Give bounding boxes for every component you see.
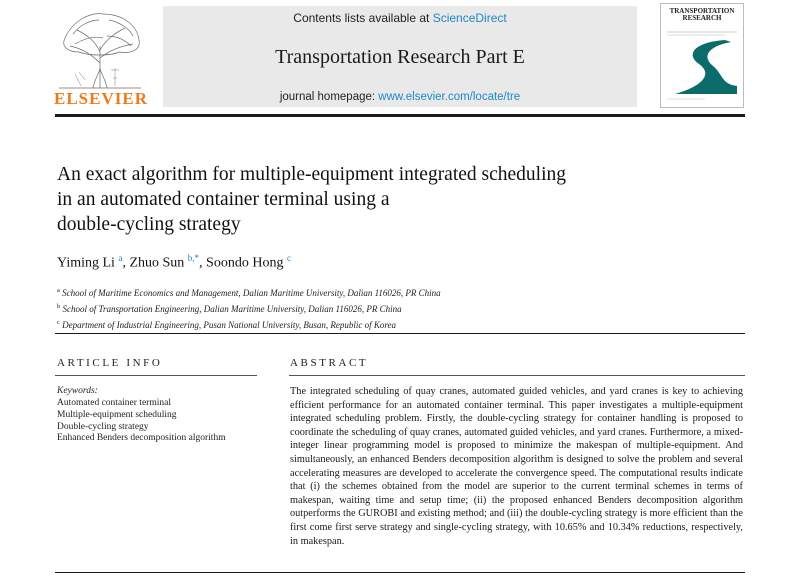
affiliation-marker: a xyxy=(57,287,60,294)
affiliation-marker: c xyxy=(57,319,60,326)
keyword: Automated container terminal xyxy=(57,398,171,408)
journal-homepage-line xyxy=(163,91,637,103)
abstract-text: The integrated scheduling of quay cranes, automated guided vehicles, and yard cranes is key to achieving efficient performance for an automated container terminal. This paper investigates a multiple-equipment integrated scheduling problem. Firstly, the double-cycling strategy for container handling is proposed to coordinate the scheduling of quay cranes, automated guided vehicles, and yard cranes. Furthermore, a mixed-integer linear programming model is proposed to minimize the makespan of multiple-equipment. And simultaneously, an enhanced Benders decomposition algorithm is designed to solve the problem and several accelerating measures are developed to accelerate the convergence speed. The computational results indicate that (i) the schemes obtained from the model are superior to the current terminal schemes in terms of makespan, waiting time and setup time; (ii) the proposed enhanced Benders decomposition algorithm outperforms the GUROBI and existing method; and (iii) the double-cycling strategy is more efficient than the first come first serve strategy and single-cycling strategy, with 10.65% and 10.34% reductions, respectively, in makespan. xyxy=(290,386,743,547)
article-info-rule xyxy=(55,375,257,376)
journal-cover[interactable] xyxy=(660,3,744,108)
affiliation xyxy=(57,300,441,316)
affiliation-text: Department of Industrial Engineering, Pusan National University, Busan, Republic of Korea xyxy=(62,320,397,330)
affiliation xyxy=(57,316,441,332)
journal-name: Transportation Research Part E xyxy=(275,46,525,68)
sciencedirect-link[interactable]: ScienceDirect xyxy=(432,11,507,25)
journal-homepage-link[interactable]: www.elsevier.com/locate/tre xyxy=(378,91,521,103)
article-info-heading: ARTICLE INFO xyxy=(57,357,163,369)
title-line: An exact algorithm for multiple-equipment integrated scheduling xyxy=(57,164,567,185)
author-affil-marker[interactable]: c xyxy=(286,253,291,263)
affiliation-text: School of Maritime Economics and Management, Dalian Maritime University, Dalian 116026, PR China xyxy=(62,288,441,298)
keywords-label: Keywords: xyxy=(57,386,98,396)
title-line: in an automated container terminal using a xyxy=(57,189,390,210)
keyword: Double-cycling strategy xyxy=(57,421,149,432)
title-line: double-cycling strategy xyxy=(57,214,241,235)
bottom-rule xyxy=(55,572,745,573)
author-name[interactable]: Yiming Li xyxy=(57,255,115,271)
affiliation xyxy=(57,284,441,300)
author-list: Yiming Li $^a$, Zhuo Sun $^{b,*}$, Soondo Hong $^c$ xyxy=(57,253,291,271)
keyword: Multiple-equipment scheduling xyxy=(57,409,177,420)
section-rule xyxy=(55,333,745,334)
homepage-prefix: journal homepage: xyxy=(279,91,379,103)
affiliation-marker: b xyxy=(57,303,61,310)
keyword: Enhanced Benders decomposition algorithm xyxy=(57,433,226,444)
keywords-list xyxy=(57,398,226,445)
cover-road-graphic xyxy=(665,28,739,102)
author-name[interactable]: Soondo Hong xyxy=(206,255,284,271)
header-rule xyxy=(55,114,745,117)
contents-line xyxy=(163,11,637,25)
abstract-rule xyxy=(289,375,745,376)
article-title xyxy=(57,162,697,237)
author-affil-marker[interactable]: a xyxy=(118,253,123,263)
cover-title: TRANSPORTATION RESEARCH xyxy=(669,7,735,22)
affiliation-text: School of Transportation Engineering, Dalian Maritime University, Dalian 116026, PR China xyxy=(62,304,402,314)
publisher-wordmark: ELSEVIER xyxy=(54,89,148,108)
abstract-heading: ABSTRACT xyxy=(290,357,369,369)
author-affil-marker[interactable]: b,* xyxy=(187,253,200,263)
elsevier-tree-logo xyxy=(55,8,145,90)
affiliations xyxy=(57,284,441,332)
author-name[interactable]: Zhuo Sun xyxy=(129,255,185,271)
contents-prefix: Contents lists available at xyxy=(293,11,433,25)
